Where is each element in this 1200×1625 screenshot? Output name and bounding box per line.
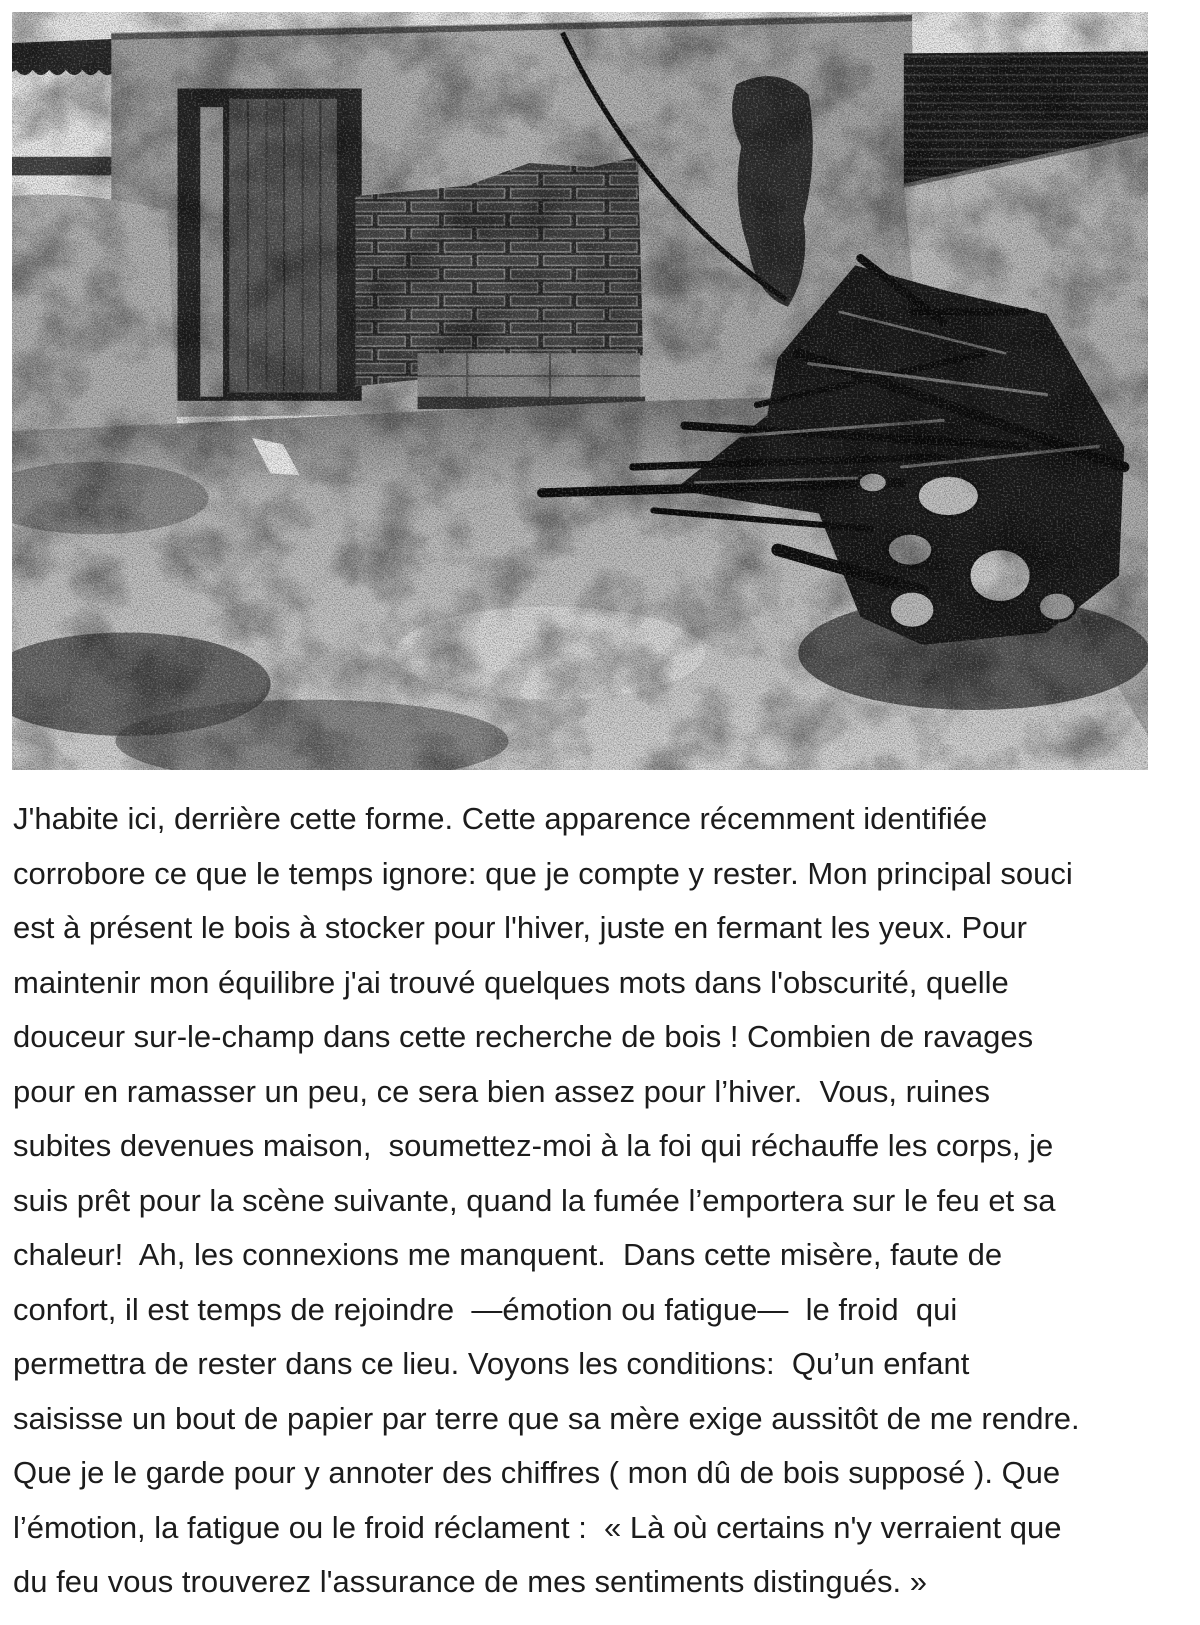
text-line: suis prêt pour la scène suivante, quand la fumée l’emportera sur le feu et sa <box>13 1182 1056 1218</box>
text-line: maintenir mon équilibre j'ai trouvé quelques mots dans l'obscurité, quelle <box>13 964 1009 1000</box>
text-line: douceur sur-le-champ dans cette recherche de bois ! Combien de ravages <box>13 1019 1034 1054</box>
text-line: permettra de rester dans ce lieu. Voyons les conditions: Qu’un enfant <box>13 1346 970 1381</box>
text-line: chaleur! Ah, les connexions me manquent. Dans cette misère, faute de <box>13 1237 1003 1272</box>
text-line: est à présent le bois à stocker pour l'hiver, juste en fermant les yeux. Pour <box>13 910 1027 945</box>
text-line: confort, il est temps de rejoindre —émotion ou fatigue— le froid qui <box>13 1291 958 1327</box>
text-line: J'habite ici, derrière cette forme. Cette apparence récemment identifiée <box>13 801 988 836</box>
text-line: l’émotion, la fatigue ou le froid réclament : « Là où certains n'y verraient que <box>13 1509 1062 1545</box>
photo <box>12 12 1148 770</box>
text-line: corrobore ce que le temps ignore: que je compte y rester. Mon principal souci <box>13 855 1073 891</box>
text-line: Que je le garde pour y annoter des chiffres ( mon dû de bois supposé ). Que <box>13 1455 1061 1490</box>
photo-highlights <box>12 12 1148 770</box>
text-line: du feu vous trouverez l'assurance de mes sentiments distingués. » <box>13 1564 928 1599</box>
text-line: pour en ramasser un peu, ce sera bien assez pour l’hiver. Vous, ruines <box>13 1073 991 1109</box>
text-line: saisisse un bout de papier par terre que sa mère exige aussitôt de me rendre. <box>13 1400 1080 1436</box>
text-line: subites devenues maison, soumettez-moi à la foi qui réchauffe les corps, je <box>13 1128 1054 1163</box>
post-caption <box>13 792 1193 1610</box>
